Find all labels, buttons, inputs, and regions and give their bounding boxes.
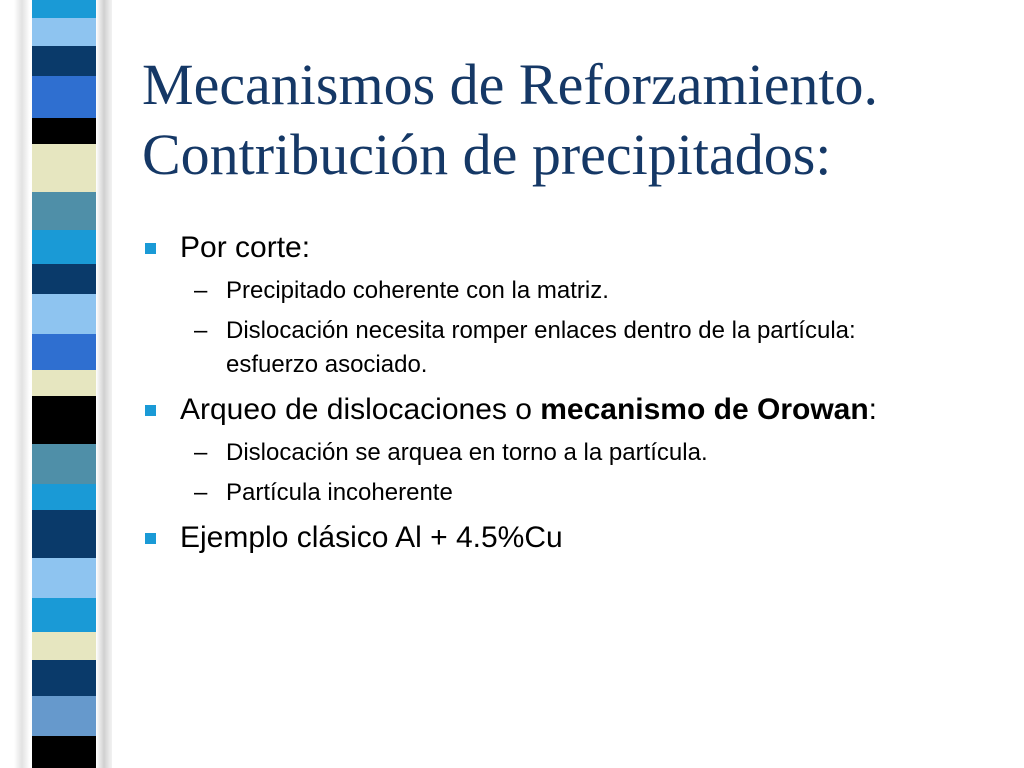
- square-bullet-icon: [145, 243, 156, 254]
- strip-band: [32, 230, 96, 264]
- strip-band: [32, 144, 96, 192]
- sub-bullet: [142, 274, 1002, 308]
- bullet-text-before: Arqueo de dislocaciones o: [180, 393, 541, 426]
- strip-band: [32, 192, 96, 230]
- sub-bullet-text: esfuerzo asociado.: [226, 351, 428, 378]
- bullet-text-after: :: [868, 393, 878, 426]
- slide-title: [142, 50, 1002, 190]
- strip-band: [32, 264, 96, 294]
- slide-title-line-1: Mecanismos de Reforzamiento.: [142, 52, 879, 117]
- strip-band: [32, 334, 96, 370]
- square-bullet-icon: [145, 533, 156, 544]
- strip-band: [32, 46, 96, 76]
- bullet-text: Ejemplo clásico Al + 4.5%Cu: [180, 521, 563, 554]
- bullet-text-bold: mecanismo de Orowan: [540, 393, 869, 426]
- slide-title-line-2: Contribución de precipitados:: [142, 122, 832, 187]
- strip-band: [32, 396, 96, 444]
- strip-band: [32, 0, 96, 18]
- strip-band: [32, 598, 96, 632]
- bullet-text: Por corte:: [180, 231, 311, 264]
- strip-band: [32, 736, 96, 768]
- slide-body: [142, 228, 1002, 564]
- dash-marker: –: [194, 277, 208, 304]
- strip-band: [32, 76, 96, 118]
- dash-marker: –: [194, 439, 208, 466]
- decorative-color-strip: [32, 0, 96, 768]
- square-bullet-icon: [145, 405, 156, 416]
- strip-band: [32, 444, 96, 484]
- strip-band: [32, 558, 96, 598]
- strip-band: [32, 632, 96, 660]
- sub-bullet-text: Dislocación se arquea en torno a la partícula.: [226, 439, 708, 466]
- strip-band: [32, 696, 96, 736]
- dash-marker: –: [194, 317, 208, 344]
- bullet-orowan: [142, 390, 1002, 430]
- dash-marker: –: [194, 479, 208, 506]
- strip-band: [32, 370, 96, 396]
- strip-band: [32, 294, 96, 334]
- sub-bullet: [142, 436, 1002, 470]
- bullet-por-corte: [142, 228, 1002, 268]
- strip-band: [32, 118, 96, 144]
- strip-band: [32, 660, 96, 696]
- strip-band: [32, 484, 96, 510]
- bullet-ejemplo: [142, 518, 1002, 558]
- sub-bullet: [142, 476, 1002, 510]
- strip-band: [32, 510, 96, 558]
- sub-bullet-text: Dislocación necesita romper enlaces dentro de la partícula:: [226, 317, 856, 344]
- sub-bullet-text: Partícula incoherente: [226, 479, 453, 506]
- strip-band: [32, 18, 96, 46]
- sub-bullet-text: Precipitado coherente con la matriz.: [226, 277, 609, 304]
- sub-bullet: [142, 314, 1002, 348]
- sub-bullet-continuation: [142, 348, 1002, 382]
